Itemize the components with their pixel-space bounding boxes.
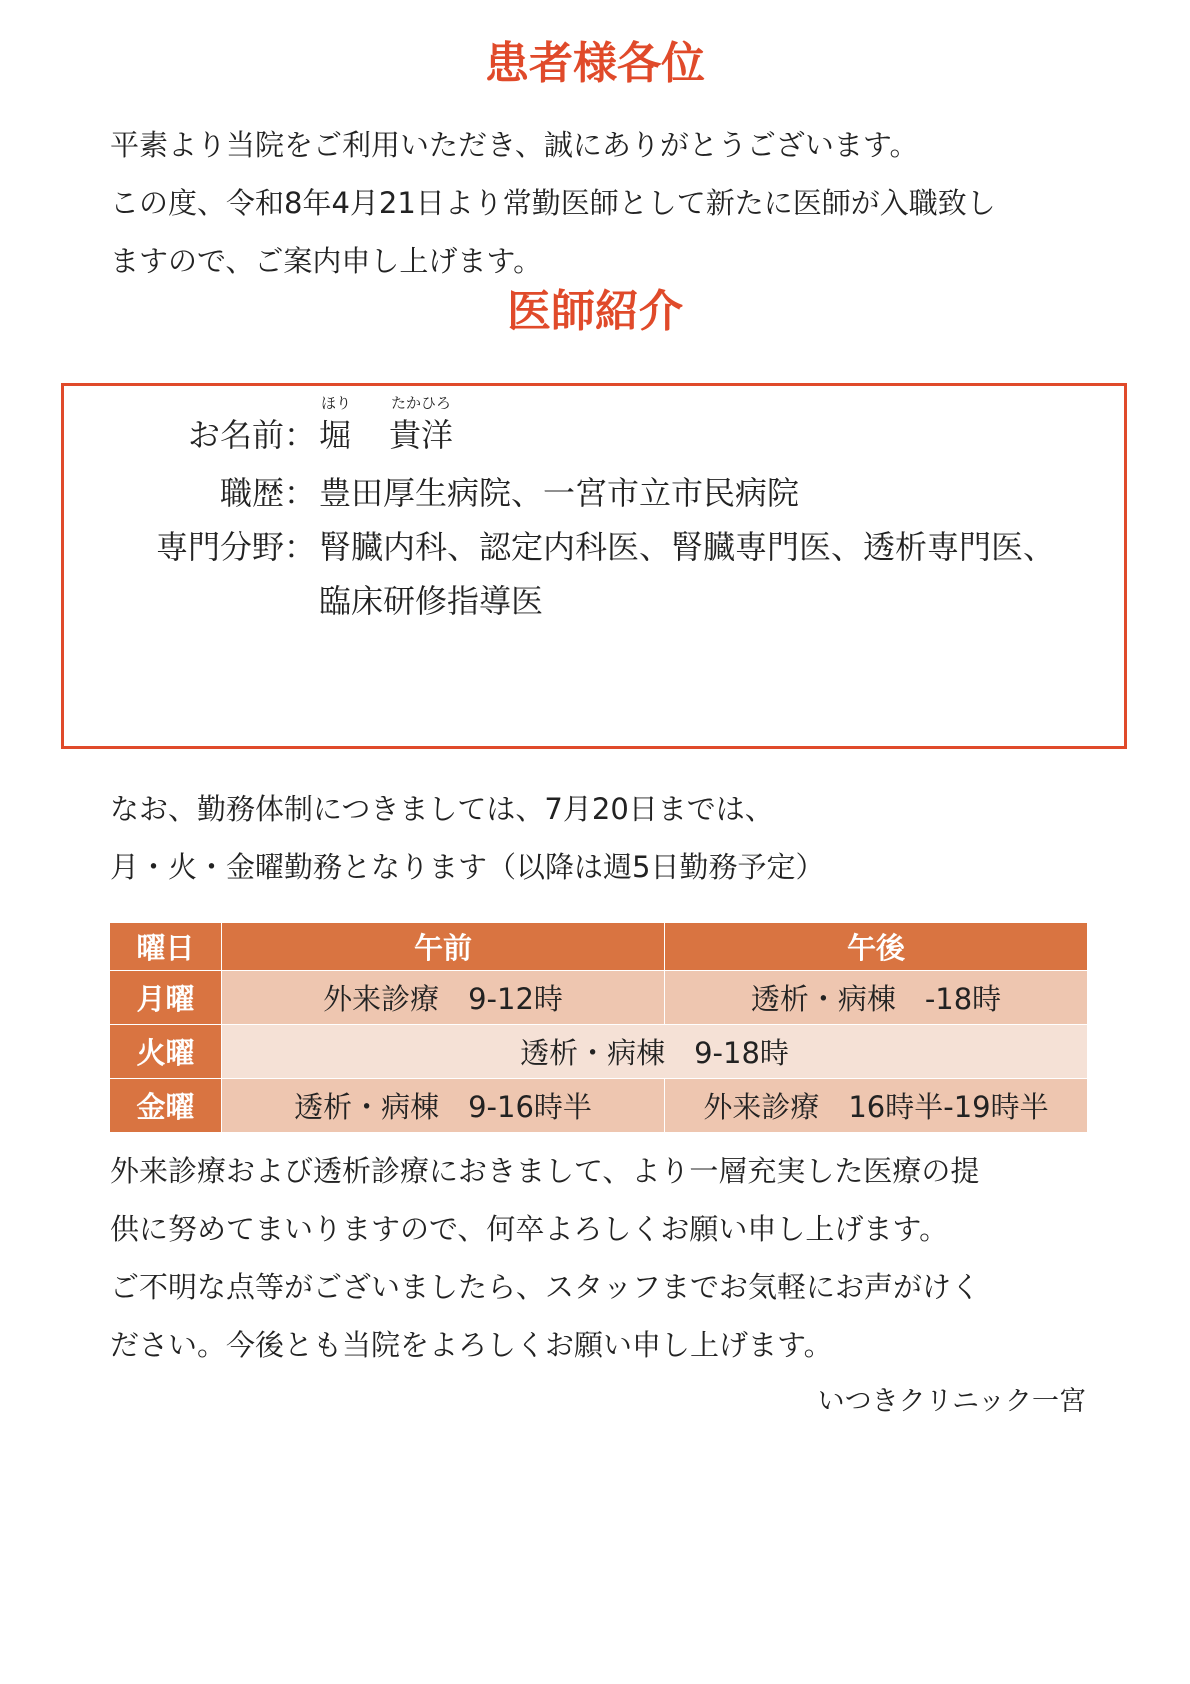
specialty-label: 専門分野： — [155, 528, 316, 566]
clinic-signature: いつきクリニック一宮 — [817, 1386, 1086, 1417]
closing-line: ご不明な点等がございましたら、スタッフまでお気軽にお声がけく — [110, 1270, 981, 1304]
table-header-row — [110, 923, 1088, 971]
pm-cell: 外来診療 16時半-19時半 — [665, 1079, 1088, 1133]
given-name: 貴洋 — [389, 416, 454, 454]
pm-cell: 透析・病棟 -18時 — [665, 971, 1088, 1025]
table-row-friday — [110, 1079, 1088, 1133]
career-label: 職歴： — [219, 474, 316, 512]
day-cell: 金曜 — [110, 1079, 222, 1133]
am-cell: 外来診療 9-12時 — [222, 971, 665, 1025]
career-value: 豊田厚生病院、一宮市立市民病院 — [319, 474, 800, 512]
header-am: 午前 — [222, 923, 665, 971]
allday-cell: 透析・病棟 9-18時 — [222, 1025, 1088, 1079]
specialty-value: 腎臓内科、認定内科医、腎臓専門医、透析専門医、 — [319, 528, 1056, 566]
doctor-profile-box — [61, 383, 1127, 749]
intro-line: ますので、ご案内申し上げます。 — [110, 244, 543, 278]
note-line: 月・火・金曜勤務となります（以降は週5日勤務予定） — [110, 850, 825, 884]
family-name: 堀 — [319, 416, 352, 454]
specialty-value-2: 臨床研修指導医 — [319, 582, 544, 620]
section-title: 医師紹介 — [507, 286, 683, 337]
schedule-note — [110, 780, 1110, 896]
closing-line: 供に努めてまいりますので、何卒よろしくお願い申し上げます。 — [110, 1212, 949, 1246]
profile-career-row — [64, 466, 1124, 520]
note-line: なお、勤務体制につきましては、7月20日までは、 — [110, 792, 774, 826]
profile-specialty-row — [64, 520, 1124, 574]
header-day: 曜日 — [110, 923, 222, 971]
day-cell: 月曜 — [110, 971, 222, 1025]
day-cell: 火曜 — [110, 1025, 222, 1079]
closing-line: ださい。今後とも当院をよろしくお願い申し上げます。 — [110, 1328, 833, 1362]
doctor-name — [319, 394, 454, 462]
given-name-reading: たかひろ — [391, 394, 452, 412]
intro-line: この度、令和8年4月21日より常勤医師として新たに医師が入職致し — [110, 186, 996, 220]
closing-line: 外来診療および透析診療におきまして、より一層充実した医療の提 — [110, 1154, 980, 1188]
schedule-table — [109, 922, 1088, 1133]
profile-specialty-row-2 — [64, 574, 1124, 628]
header-pm: 午後 — [665, 923, 1088, 971]
profile-name-row — [64, 394, 1124, 462]
table-row-tuesday — [110, 1025, 1088, 1079]
intro-paragraph — [110, 116, 1110, 290]
name-label: お名前： — [187, 416, 316, 454]
closing-paragraph — [110, 1142, 1110, 1374]
intro-line: 平素より当院をご利用いただき、誠にありがとうございます。 — [110, 128, 919, 162]
am-cell: 透析・病棟 9-16時半 — [222, 1079, 665, 1133]
page-title: 患者様各位 — [485, 38, 705, 89]
family-name-reading: ほり — [321, 394, 352, 412]
table-row-monday — [110, 971, 1088, 1025]
